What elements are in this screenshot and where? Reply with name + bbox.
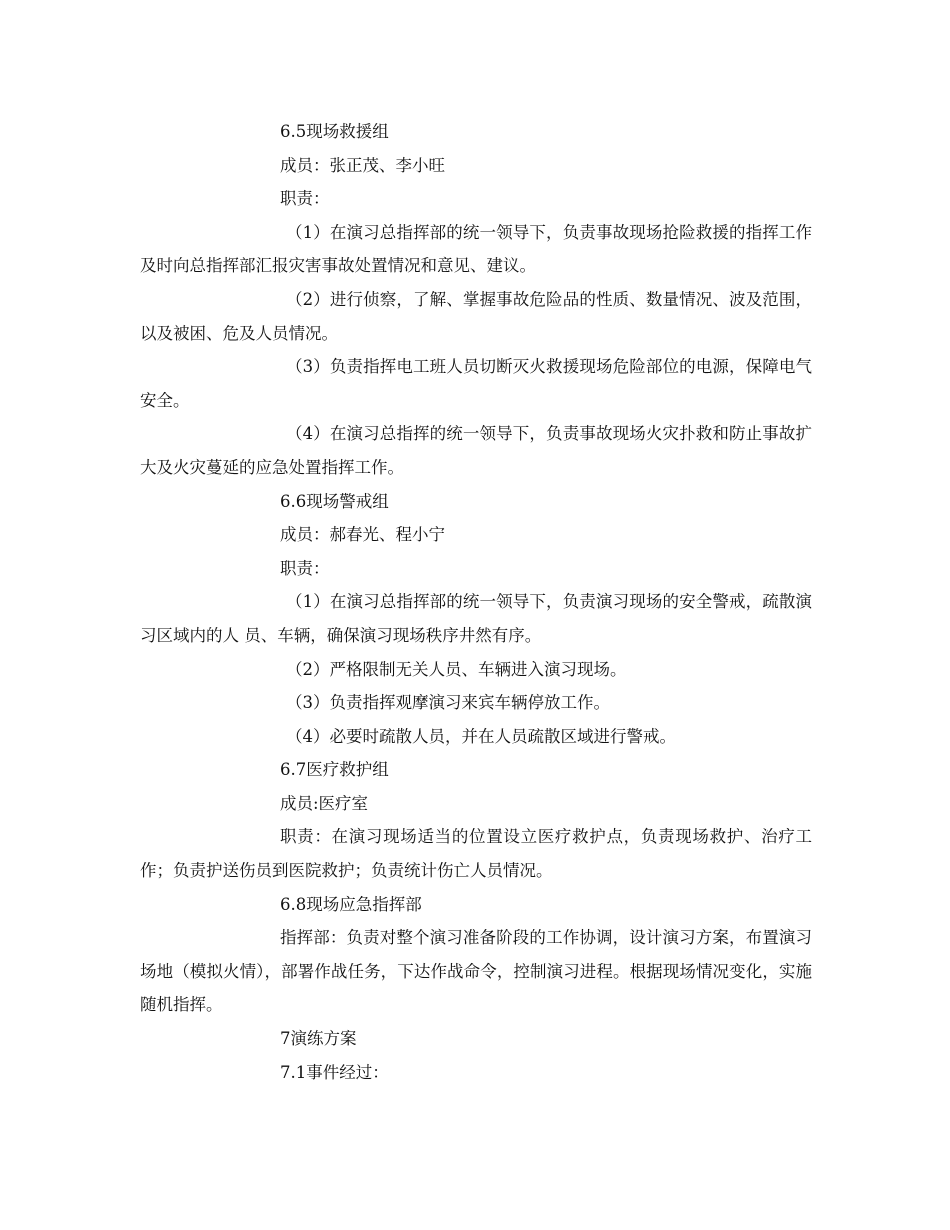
members-6-7: 成员:医疗室 xyxy=(280,793,369,813)
duty-item-6-6-1: （1）在演习总指挥部的统一领导下，负责演习现场的安全警戒，疏散演习区域内的人 员、车辆，确保演习现场秩序井然有序。 xyxy=(140,592,812,645)
duty-item-6-5-1: （1）在演习总指挥部的统一领导下，负责事故现场抢险救援的指挥工作及时向总指挥部汇报灾害事故处置情况和意见、建议。 xyxy=(140,222,812,276)
duty-item-6-5-3: （3）负责指挥电工班人员切断灭火救援现场危险部位的电源，保障电气安全。 xyxy=(140,357,812,410)
duty-6-8: 指挥部：负责对整个演习准备阶段的工作协调，设计演习方案，布置演习场地（模拟火情），部署作战任务，下达作战命令，控制演习进程。根据现场情况变化，实施随机指挥。 xyxy=(140,928,812,1015)
duty-item-6-5-4: （4）在演习总指挥的统一领导下，负责事故现场火灾扑救和防止事故扩大及火灾蔓延的应急处置指挥工作。 xyxy=(140,424,812,477)
duty-6-7: 职责：在演习现场适当的位置设立医疗救护点，负责现场救护、治疗工作；负责护送伤员到医院救护；负责统计伤亡人员情况。 xyxy=(140,827,812,881)
duty-item-6-6-2: （2）严格限制无关人员、车辆进入演习现场。 xyxy=(286,659,627,679)
section-heading-7-1: 7.1事件经过： xyxy=(280,1062,389,1082)
duty-item-6-5-2: （2）进行侦察，了解、掌握事故危险品的性质、数量情况、波及范围，以及被困、危及人员情况。 xyxy=(140,289,812,343)
section-heading-6-7: 6.7医疗救护组 xyxy=(280,760,389,780)
duty-item-6-6-4: （4）必要时疏散人员，并在人员疏散区域进行警戒。 xyxy=(286,726,676,746)
section-heading-7: 7演练方案 xyxy=(280,1029,357,1049)
duty-label-6-6: 职责： xyxy=(280,558,330,578)
section-heading-6-8: 6.8现场应急指挥部 xyxy=(280,894,422,914)
members-6-5: 成员：张正茂、李小旺 xyxy=(280,155,445,175)
members-6-6: 成员：郝春光、程小宁 xyxy=(280,525,445,545)
document-body xyxy=(140,115,812,1089)
section-heading-6-6: 6.6现场警戒组 xyxy=(280,491,389,511)
duty-item-6-6-3: （3）负责指挥观摩演习来宾车辆停放工作。 xyxy=(286,693,610,713)
section-heading-6-5: 6.5现场救援组 xyxy=(280,122,389,141)
duty-label-6-5: 职责： xyxy=(280,189,330,209)
